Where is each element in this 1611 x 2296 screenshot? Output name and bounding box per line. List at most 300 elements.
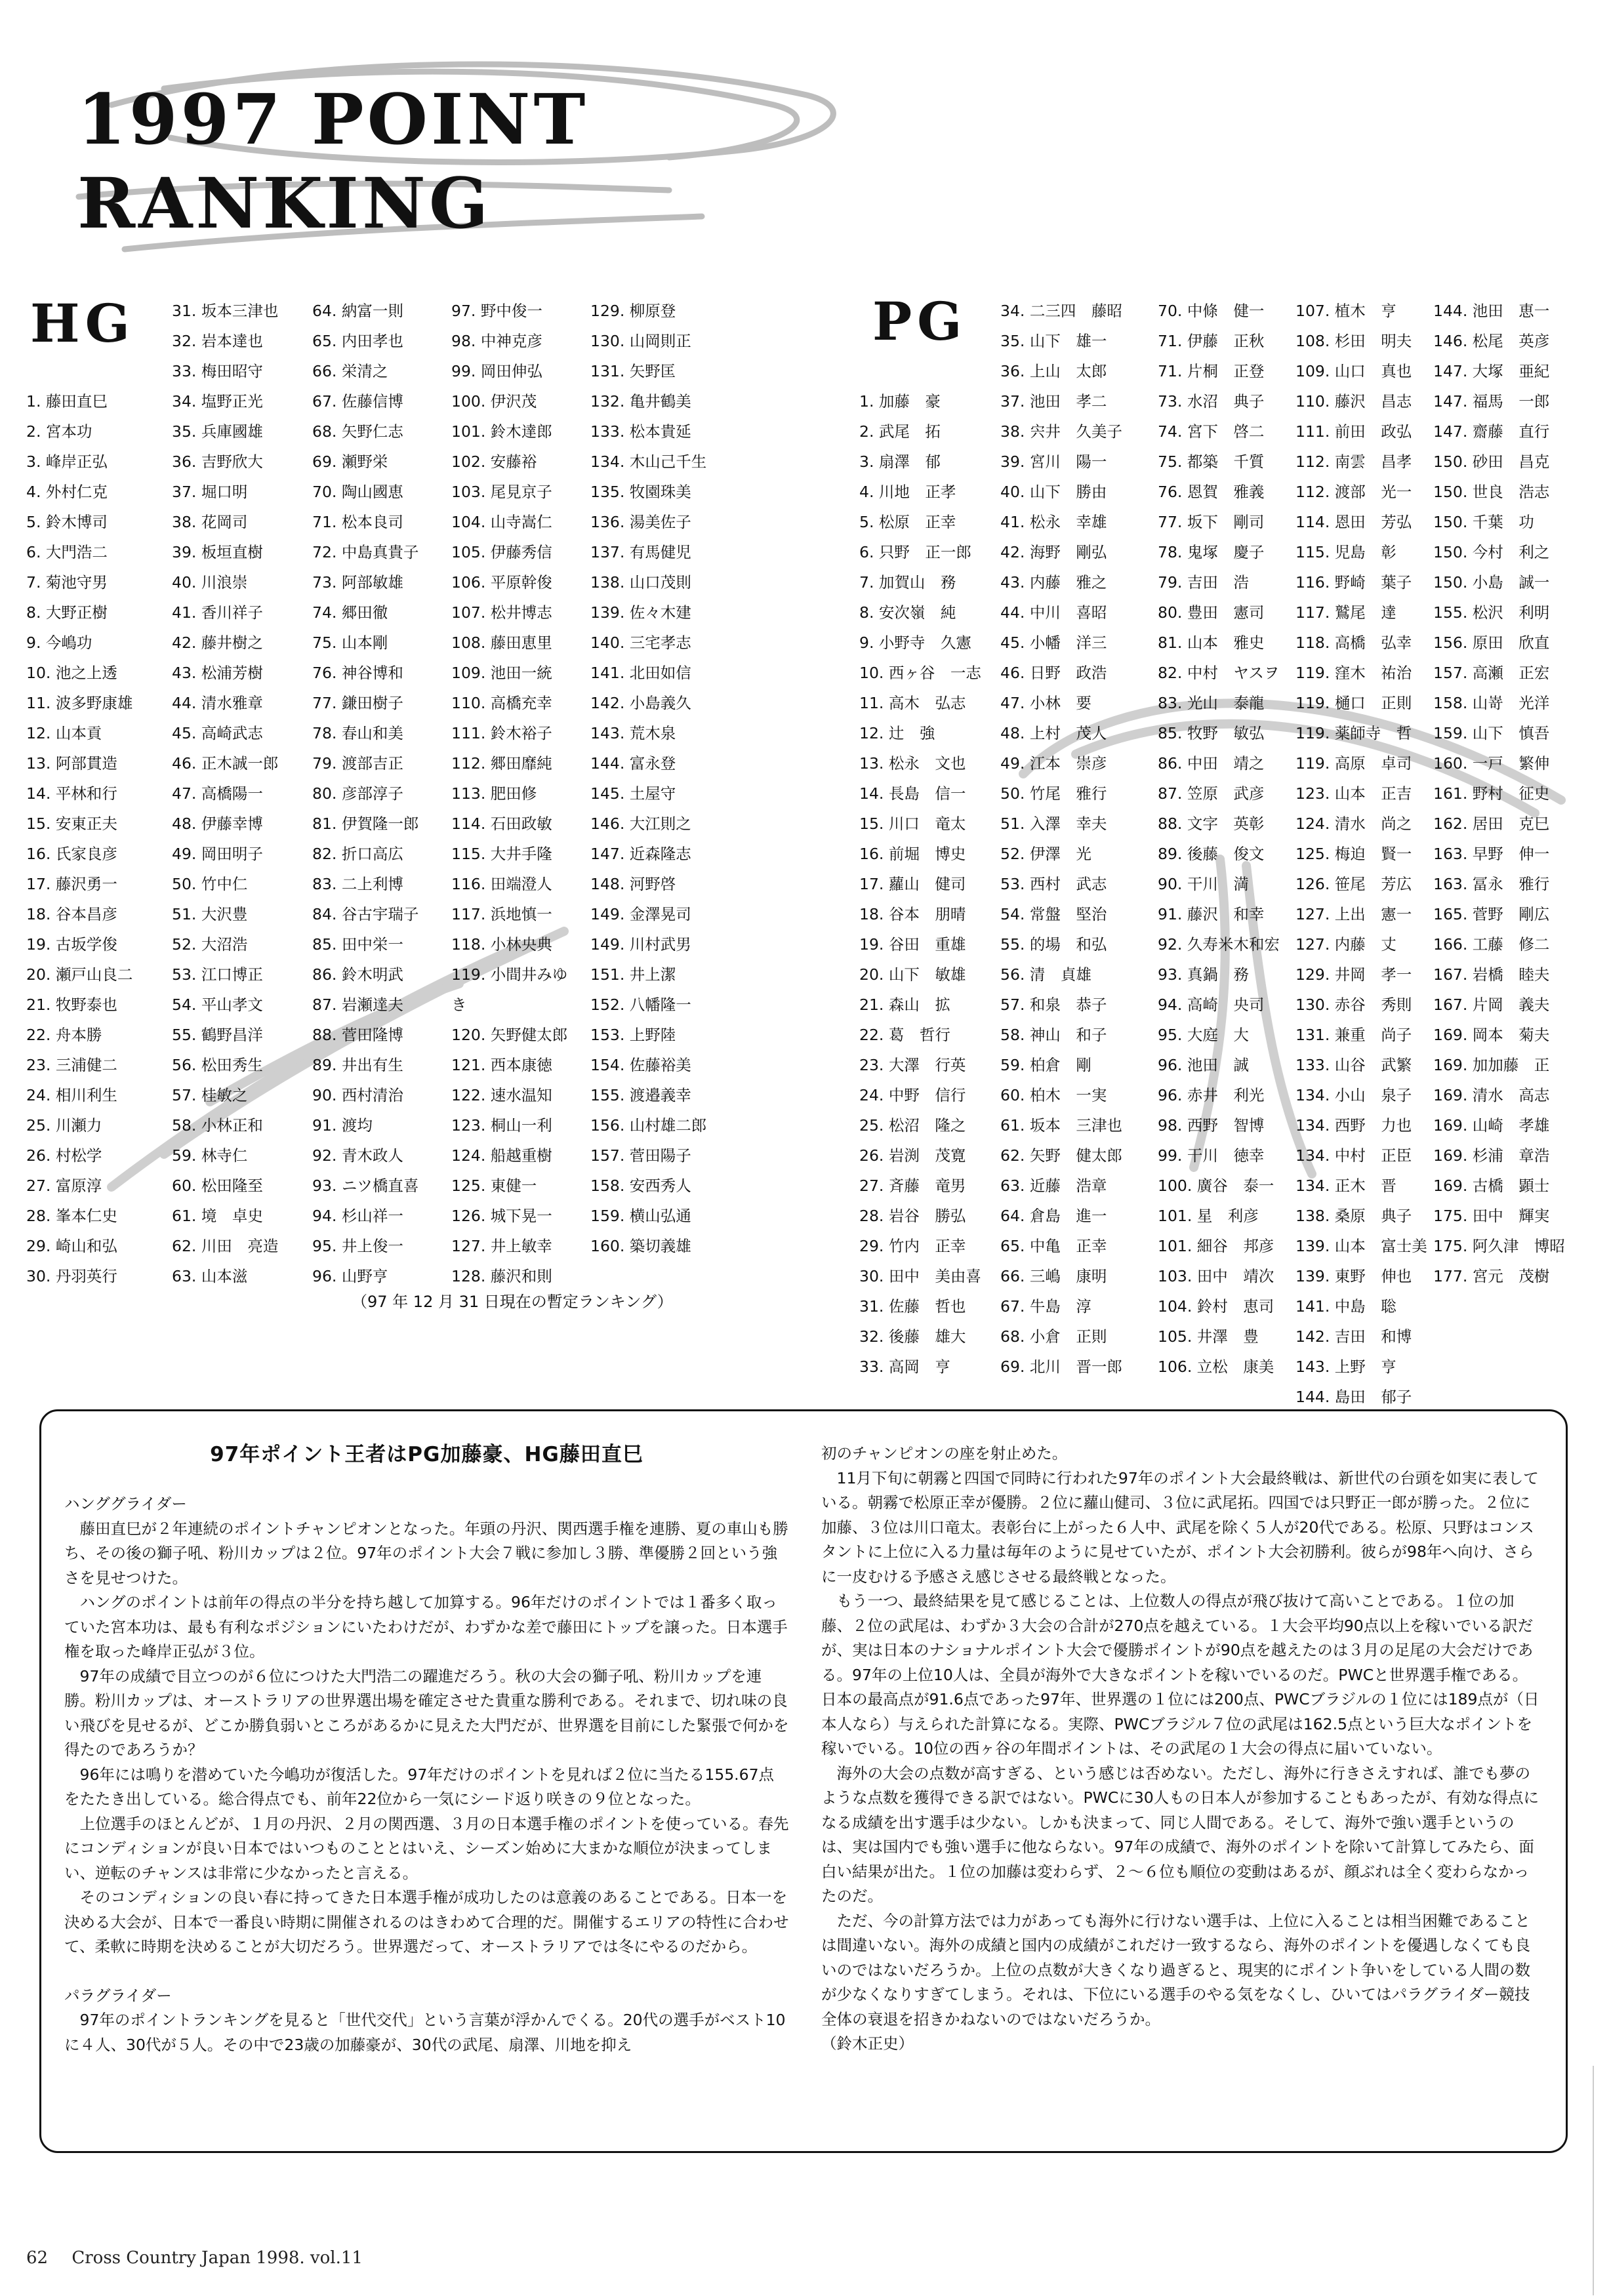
hg-ranking-entry: 4. 外村仁克	[26, 483, 108, 501]
pg-ranking-entry: 119. 薬師寺 哲	[1295, 724, 1412, 742]
pg-ranking-entry: 103. 田中 靖次	[1158, 1267, 1275, 1285]
pg-ranking-entry: 110. 藤沢 昌志	[1295, 392, 1412, 411]
pg-ranking-entry: 150. 小島 誠一	[1433, 573, 1550, 592]
hg-column	[312, 296, 450, 1291]
hg-ranking-entry: 27. 富原淳	[26, 1177, 102, 1195]
hg-ranking-entry: 19. 古坂学俊	[26, 935, 117, 954]
article-paragraph: ただ、今の計算方法では力があっても海外に行けない選手は、上位に入ることは相当困難であることは間違いない。海外の成績と国内の成績がこれだけ一致するなら、海外のポイントを優遇しなくても良いのではないだろうか。上位の点数が大きくなり過ぎると、現実的にポイント争いをしている人間の数が少なくなりすぎてしまう。それは、下位にいる選手のやる気をなくし、ひいてはパラグライダー競技全体の衰退を招きかねないのではないだろうか。	[821, 1911, 1530, 2028]
pg-ranking-entry: 112. 南雲 昌孝	[1295, 453, 1412, 471]
pg-ranking-entry: 69. 北川 晋一郎	[1000, 1358, 1122, 1376]
pg-ranking-entry: 134. 正木 晋	[1295, 1177, 1397, 1195]
hg-ranking-entry: 34. 塩野正光	[172, 392, 263, 411]
article-heading: 初のチャンピオンの座を射止めた。	[821, 1444, 1068, 1462]
pg-ranking-entry: 104. 鈴村 恵司	[1158, 1297, 1275, 1316]
pg-ranking-entry: 134. 西野 力也	[1295, 1116, 1412, 1135]
hg-ranking-entry: 76. 神谷博和	[312, 664, 403, 682]
hg-ranking-entry: 30. 丹羽英行	[26, 1267, 117, 1285]
hg-column	[172, 296, 310, 1291]
pg-ranking-entry: 117. 鷲尾 達	[1295, 603, 1397, 622]
article-heading: パラグライダー	[64, 1986, 172, 2005]
pg-ranking-entry	[859, 356, 998, 386]
hg-ranking-entry: 97. 野中俊一	[451, 302, 542, 320]
hg-ranking-entry: 90. 西村清治	[312, 1086, 403, 1104]
hg-ranking-entry: 82. 折口高広	[312, 845, 403, 863]
hg-ranking-entry: 42. 藤井樹之	[172, 634, 263, 652]
hg-ranking-entry: 54. 平山孝文	[172, 996, 263, 1014]
pg-ranking-entry: 163. 早野 伸一	[1433, 845, 1550, 863]
pg-ranking-entry: 82. 中村 ヤスヲ	[1158, 664, 1280, 682]
pg-ranking-entry: 9. 小野寺 久憲	[859, 634, 971, 652]
pg-ranking-entry: 111. 前田 政弘	[1295, 422, 1412, 441]
hg-ranking-entry: 25. 川瀬力	[26, 1116, 102, 1135]
pg-ranking-entry: 150. 今村 利之	[1433, 543, 1550, 561]
pg-ranking-entry: 127. 上出 憲一	[1295, 905, 1412, 923]
hg-ranking-entry: 26. 村松学	[26, 1146, 102, 1165]
hg-ranking-entry: 129. 柳原登	[590, 302, 676, 320]
pg-ranking-entry: 22. 葛 哲行	[859, 1026, 950, 1044]
pg-ranking-entry: 36. 上山 太郎	[1000, 362, 1107, 380]
hg-ranking-entry: 52. 大沼浩	[172, 935, 248, 954]
hg-ranking-entry: 47. 高橋陽一	[172, 784, 263, 803]
pg-ranking-entry: 51. 入澤 幸夫	[1000, 815, 1107, 833]
hg-ranking-entry: 137. 有馬健児	[590, 543, 691, 561]
hg-ranking-entry: 24. 相川利生	[26, 1086, 117, 1104]
pg-ranking-entry: 57. 和泉 恭子	[1000, 996, 1107, 1014]
hg-ranking-entry: 8. 大野正樹	[26, 603, 108, 622]
pg-ranking-entry: 150. 砂田 昌克	[1433, 453, 1550, 471]
pg-ranking-entry: 60. 柏木 一実	[1000, 1086, 1107, 1104]
article-paragraph: 97年のポイントランキングを見ると「世代交代」という言葉が浮かんでくる。20代の選手がベスト10に４人、30代が５人。その中で23歳の加藤豪が、30代の武尾、扇澤、川地を抑え	[64, 2011, 786, 2054]
hg-ranking-entry: 142. 小島義久	[590, 694, 691, 712]
hg-ranking-entry: 110. 高橋充幸	[451, 694, 552, 712]
pg-ranking-entry: 133. 山谷 武繁	[1295, 1056, 1412, 1074]
pg-ranking-entry: 32. 後藤 雄大	[859, 1327, 966, 1346]
hg-column	[26, 292, 164, 1291]
pg-ranking-entry: 169. 清水 高志	[1433, 1086, 1550, 1104]
pg-column	[859, 291, 998, 1382]
article-paragraph: そのコンディションの良い春に持ってきた日本選手権が成功したのは意義のあることである。日本一を決める大会が、日本で一番良い時期に開催されるのはきわめて合理的だ。開催するエリアの特性に合わせて、柔軟に時期を決めることが大切だろう。世界選だって、オーストラリアでは冬にやるのだから。	[64, 1888, 789, 1956]
pg-ranking-entry: 156. 原田 欣直	[1433, 634, 1550, 652]
hg-ranking-entry: 18. 谷本昌彦	[26, 905, 117, 923]
hg-ranking-entry: 111. 鈴木裕子	[451, 724, 552, 742]
hg-column	[590, 296, 728, 1261]
pg-ranking-entry: 67. 牛島 淳	[1000, 1297, 1091, 1316]
hg-ranking-entry: 128. 藤沢和則	[451, 1267, 552, 1285]
article-heading: ハンググライダー	[64, 1495, 187, 1513]
hg-ranking-entry: 1. 藤田直巳	[26, 392, 108, 411]
hg-ranking-entry: 62. 川田 亮造	[172, 1237, 279, 1255]
hg-ranking-entry: 59. 林寺仁	[172, 1146, 248, 1165]
hg-ranking-entry: 157. 菅田陽子	[590, 1146, 691, 1165]
hg-ranking-entry: 114. 石田政敏	[451, 815, 552, 833]
pg-ranking-entry: 166. 工藤 修二	[1433, 935, 1550, 954]
pg-ranking-entry: 40. 山下 勝由	[1000, 483, 1107, 501]
hg-ranking-entry: 45. 高崎武志	[172, 724, 263, 742]
hg-ranking-entry: 102. 安藤裕	[451, 453, 537, 471]
article-paragraph: 11月下旬に朝霧と四国で同時に行われた97年のポイント大会最終戦は、新世代の台頭を如実に表している。朝霧で松原正幸が優勝。２位に蘿山健司、３位に武尾拓。四国では只野正一郎が勝った。２位に加藤、３位は川口竜太。表彰台に上がった６人中、武尾を除く５人が20代である。松原、只野はコンスタントに上位に入る力量は毎年のように見せていたが、ポイント大会初勝利。彼らが98年へ向け、さらに一皮むける予感さえ感じさせる最終戦となった。	[821, 1468, 1539, 1586]
hg-ranking-entry: 23. 三浦健二	[26, 1056, 117, 1074]
pg-ranking-entry: 10. 西ヶ谷 一志	[859, 664, 981, 682]
hg-ranking-entry: 9. 今嶋功	[26, 634, 92, 652]
hg-ranking-entry: 55. 鶴野昌洋	[172, 1026, 263, 1044]
pg-ranking-entry: 55. 的場 和弘	[1000, 935, 1107, 954]
hg-ranking-entry: 79. 渡部吉正	[312, 754, 403, 773]
pg-ranking-entry: 85. 牧野 敏弘	[1158, 724, 1265, 742]
hg-ranking-entry: 11. 波多野康雄	[26, 694, 133, 712]
pg-ranking-entry: 163. 冨永 雅行	[1433, 875, 1550, 893]
hg-ranking-entry: 85. 田中栄一	[312, 935, 403, 954]
hg-ranking-entry: 43. 松浦芳樹	[172, 664, 263, 682]
hg-ranking-entry: 143. 荒木泉	[590, 724, 676, 742]
pg-ranking-entry: 167. 岩橋 睦夫	[1433, 965, 1550, 984]
hg-ranking-entry	[26, 326, 164, 356]
pg-ranking-entry: 35. 山下 雄一	[1000, 332, 1107, 350]
pg-ranking-entry: 17. 蘿山 健司	[859, 875, 966, 893]
hg-ranking-entry: 56. 松田秀生	[172, 1056, 263, 1074]
hg-ranking-entry: 135. 牧園珠美	[590, 483, 691, 501]
pg-ranking-entry: 16. 前堀 博史	[859, 845, 966, 863]
pg-ranking-entry: 80. 豊田 憲司	[1158, 603, 1265, 622]
hg-ranking-entry: 108. 藤田恵里	[451, 634, 552, 652]
pg-ranking-entry: 56. 清 貞雄	[1000, 965, 1091, 984]
hg-ranking-entry: 93. ニツ橋直喜	[312, 1177, 419, 1195]
pg-ranking-entry: 130. 赤谷 秀則	[1295, 996, 1412, 1014]
pg-ranking-entry: 146. 松尾 英彦	[1433, 332, 1550, 350]
pg-ranking-entry: 129. 井岡 孝一	[1295, 965, 1412, 984]
pg-ranking-entry: 18. 谷本 朋晴	[859, 905, 966, 923]
pg-ranking-entry: 87. 笠原 武彦	[1158, 784, 1265, 803]
pg-ranking-entry: 161. 野村 征史	[1433, 784, 1550, 803]
hg-ranking-entry: 28. 峯本仁史	[26, 1207, 117, 1225]
hg-ranking-entry: 83. 二上利博	[312, 875, 403, 893]
pg-ranking-entry: 8. 安次嶺 純	[859, 603, 956, 622]
article-paragraph: もう一つ、最終結果を見て感じることは、上位数人の得点が飛び抜けて高いことである。１位の加藤、２位の武尾は、わずか３大会の合計が270点を越えている。１大会平均90点以上を稼いでいる訳だが、実は日本のナショナルポイント大会で優勝ポイントが90点を越えたのは３月の足尾の大会だけである。97年の上位10人は、全員が海外で大きなポイントを稼いでいるのだ。PWCと世界選手権である。日本の最高点が91.6点であった97年、世界選の１位には200点、PWCブラジルの１位には189点が（日本人なら）与えられた計算になる。実際、PWCブラジル７位の武尾は162.5点という巨大なポイントを稼いでいる。10位の西ヶ谷の年間ポイントは、その武尾の１大会の得点に届いていない。	[821, 1592, 1540, 1758]
hg-ranking-entry: 116. 田端澄人	[451, 875, 552, 893]
hg-ranking-entry: 37. 堀口明	[172, 483, 248, 501]
pg-ranking-entry: 96. 赤井 利光	[1158, 1086, 1265, 1104]
article-left-column	[64, 1441, 789, 2057]
pg-ranking-entry: 119. 樋口 正則	[1295, 694, 1412, 712]
pg-ranking-entry: 169. 加加藤 正	[1433, 1056, 1550, 1074]
hg-ranking-entry	[26, 356, 164, 386]
hg-ranking-entry: 5. 鈴木博司	[26, 513, 108, 531]
hg-ranking-entry: 13. 阿部貫造	[26, 754, 117, 773]
pg-ranking-entry: 5. 松原 正幸	[859, 513, 956, 531]
pg-ranking-entry: 142. 吉田 和博	[1295, 1327, 1412, 1346]
hg-ranking-entry: 96. 山野亨	[312, 1267, 388, 1285]
hg-ranking-entry: 84. 谷古宇瑞子	[312, 905, 419, 923]
hg-ranking-entry: 156. 山村雄二郎	[590, 1116, 707, 1135]
hg-ranking-entry: 151. 井上潔	[590, 965, 676, 984]
hg-ranking-entry: き	[451, 996, 467, 1014]
hg-ranking-entry: 81. 伊賀隆一郎	[312, 815, 419, 833]
hg-ranking-entry: 66. 栄清之	[312, 362, 388, 380]
article-paragraph: 藤田直巳が２年連続のポイントチャンピオンとなった。年頭の丹沢、関西選手権を連勝、夏の車山も勝ち、その後の獅子吼、粉川カップは２位。97年のポイント大会７戦に参加し３勝、準優勝２回という強さを見せつけた。	[64, 1519, 788, 1587]
hg-ranking-entry: 119. 小間井みゆ	[451, 965, 568, 984]
page-title	[77, 77, 588, 245]
pg-ranking-entry: 157. 高瀬 正宏	[1433, 664, 1550, 682]
pg-ranking-entry: 27. 斉藤 竜男	[859, 1177, 966, 1195]
pg-ranking-entry: 39. 宮川 陽一	[1000, 453, 1107, 471]
pg-ranking-entry: 79. 吉田 浩	[1158, 573, 1249, 592]
pg-ranking-entry: 106. 立松 康美	[1158, 1358, 1275, 1376]
hg-ranking-entry: 63. 山本滋	[172, 1267, 248, 1285]
pg-ranking-entry: 165. 菅野 剛広	[1433, 905, 1550, 923]
article-heading: （鈴木正史）	[821, 2034, 914, 2053]
pg-ranking-entry: 114. 恩田 芳弘	[1295, 513, 1412, 531]
hg-ranking-entry: 46. 正木誠一郎	[172, 754, 279, 773]
pg-ranking-entry: 70. 中條 健一	[1158, 302, 1265, 320]
hg-ranking-entry: 153. 上野陸	[590, 1026, 676, 1044]
pg-ranking-entry: 64. 倉島 進一	[1000, 1207, 1107, 1225]
pg-ranking-entry: 92. 久寿米木和宏	[1158, 935, 1280, 954]
hg-ranking-entry: 104. 山寺嵩仁	[451, 513, 552, 531]
pg-ranking-entry: 88. 文字 英彰	[1158, 815, 1265, 833]
pg-ranking-entry: 143. 上野 亨	[1295, 1358, 1397, 1376]
pg-ranking-entry: 61. 坂本 三津也	[1000, 1116, 1122, 1135]
pg-ranking-entry: 177. 宮元 茂樹	[1433, 1267, 1550, 1285]
page-title-line-1: 1997 POINT	[77, 78, 589, 160]
pg-ranking-entry: 101. 細谷 邦彦	[1158, 1237, 1275, 1255]
hg-column	[451, 296, 589, 1291]
pg-ranking-entry: 3. 扇澤 郁	[859, 453, 941, 471]
pg-ranking-entry: 42. 海野 剛弘	[1000, 543, 1107, 561]
page-footer	[26, 2248, 381, 2268]
hg-ranking-entry: 69. 瀬野栄	[312, 453, 388, 471]
pg-ranking-entry: 49. 江本 崇彦	[1000, 754, 1107, 773]
pg-ranking-entry: 31. 佐藤 哲也	[859, 1297, 966, 1316]
pg-column	[1000, 296, 1139, 1382]
hg-ranking-entry: 109. 池田一統	[451, 664, 552, 682]
hg-ranking-entry: 121. 西本康徳	[451, 1056, 552, 1074]
pg-ranking-entry: 150. 千葉 功	[1433, 513, 1534, 531]
pg-ranking-entry: 115. 児島 彰	[1295, 543, 1397, 561]
pg-ranking-entry: 138. 桑原 典子	[1295, 1207, 1412, 1225]
hg-ranking-entry: 86. 鈴木明武	[312, 965, 403, 984]
hg-ranking-entry: 65. 内田孝也	[312, 332, 403, 350]
pg-ranking-entry: 101. 星 利彦	[1158, 1207, 1259, 1225]
hg-ranking-entry: 133. 松本貴延	[590, 422, 691, 441]
article-right-column	[821, 1441, 1543, 2057]
pg-ranking-entry: 76. 恩賀 雅義	[1158, 483, 1265, 501]
pg-ranking-entry: 21. 森山 拡	[859, 996, 950, 1014]
hg-ranking-entry: 70. 陶山國恵	[312, 483, 403, 501]
hg-ranking-entry: 127. 井上敏幸	[451, 1237, 552, 1255]
pg-ranking-entry: 93. 真鍋 務	[1158, 965, 1249, 984]
hg-ranking-entry: 91. 渡均	[312, 1116, 373, 1135]
article-title: 97年ポイント王者はPG加藤豪、HG藤田直巳	[210, 1443, 643, 1466]
pg-ranking-entry: 19. 谷田 重雄	[859, 935, 966, 954]
pg-ranking-entry: 1. 加藤 豪	[859, 392, 941, 411]
pg-ranking-entry: 14. 長島 信一	[859, 784, 966, 803]
pg-ranking-entry: 150. 世良 浩志	[1433, 483, 1550, 501]
pg-ranking-entry: 11. 高木 弘志	[859, 694, 966, 712]
pg-ranking-entry: 20. 山下 敏雄	[859, 965, 966, 984]
article-paragraph: 96年には鳴りを潜めていた今嶋功が復活した。97年だけのポイントを見れば２位に当たる155.67点をたたき出している。総合得点でも、前年22位から一気にシード返り咲きの９位となった。	[64, 1765, 775, 1808]
hg-ranking-entry: 67. 佐藤信博	[312, 392, 403, 411]
pg-ranking-entry: 23. 大澤 行英	[859, 1056, 966, 1074]
pg-ranking-entry: 105. 井澤 豊	[1158, 1327, 1259, 1346]
pg-ranking-entry: 139. 東野 伸也	[1295, 1267, 1412, 1285]
pg-ranking-entry: 63. 近藤 浩章	[1000, 1177, 1107, 1195]
hg-ranking-entry: 3. 峰岸正弘	[26, 453, 108, 471]
hg-ranking-entry: 49. 岡田明子	[172, 845, 263, 863]
pg-ranking-entry: 28. 岩谷 勝弘	[859, 1207, 966, 1225]
hg-ranking-entry: 100. 伊沢茂	[451, 392, 537, 411]
pg-ranking-entry: 43. 内藤 雅之	[1000, 573, 1107, 592]
pg-column	[1158, 296, 1297, 1382]
hg-ranking-entry: 38. 花岡司	[172, 513, 248, 531]
page-number: 62	[26, 2248, 49, 2268]
hg-ranking-entry: 106. 平原幹俊	[451, 573, 552, 592]
hg-ranking-entry: 29. 崎山和弘	[26, 1237, 117, 1255]
pg-ranking-entry: 58. 神山 和子	[1000, 1026, 1107, 1044]
pg-ranking-entry: 108. 杉田 明夫	[1295, 332, 1412, 350]
hg-ranking-entry: 95. 井上俊一	[312, 1237, 403, 1255]
hg-ranking-entry: 6. 大門浩二	[26, 543, 108, 561]
pg-ranking-entry: 13. 松永 文也	[859, 754, 966, 773]
hg-ranking-entry: 152. 八幡隆一	[590, 996, 691, 1014]
hg-ranking-entry: 120. 矢野健太郎	[451, 1026, 568, 1044]
pg-ranking-entry: 78. 鬼塚 慶子	[1158, 543, 1265, 561]
hg-ranking-entry: 112. 郷田靡純	[451, 754, 552, 773]
hg-ranking-entry: 154. 佐藤裕美	[590, 1056, 691, 1074]
hg-ranking-entry: 78. 春山和美	[312, 724, 403, 742]
pg-ranking-entry: 33. 高岡 亨	[859, 1358, 950, 1376]
pg-column	[1433, 296, 1572, 1291]
pg-ranking-entry: 81. 山本 雅史	[1158, 634, 1265, 652]
pg-ranking-entry: 48. 上村 茂人	[1000, 724, 1107, 742]
pg-ranking-entry: 147. 大塚 亜紀	[1433, 362, 1550, 380]
pg-ranking-entry: 4. 川地 正孝	[859, 483, 956, 501]
hg-ranking-entry: 159. 横山弘通	[590, 1207, 691, 1225]
hg-ranking-entry: 12. 山本貢	[26, 724, 102, 742]
hg-ranking-entry: 36. 吉野欣大	[172, 453, 263, 471]
pg-ranking-entry: 24. 中野 信行	[859, 1086, 966, 1104]
pg-ranking-entry: 131. 兼重 尚子	[1295, 1026, 1412, 1044]
hg-ranking-entry	[26, 296, 164, 326]
hg-ranking-entry: 73. 阿部敏雄	[312, 573, 403, 592]
hg-ranking-entry: 74. 郷田徹	[312, 603, 388, 622]
pg-ranking-entry: 147. 齋藤 直行	[1433, 422, 1550, 441]
hg-ranking-entry: 126. 城下晃一	[451, 1207, 552, 1225]
hg-ranking-entry: 94. 杉山祥一	[312, 1207, 403, 1225]
pg-ranking-entry: 68. 小倉 正則	[1000, 1327, 1107, 1346]
hg-ranking-entry: 53. 江口博正	[172, 965, 263, 984]
hg-ranking-entry: 21. 牧野泰也	[26, 996, 117, 1014]
hg-ranking-entry: 125. 東健一	[451, 1177, 537, 1195]
pg-ranking-entry: 144. 池田 恵一	[1433, 302, 1550, 320]
hg-ranking-entry: 72. 中島真貴子	[312, 543, 419, 561]
hg-ranking-entry: 15. 安東正夫	[26, 815, 117, 833]
pg-ranking-entry: 83. 光山 泰龍	[1158, 694, 1265, 712]
pg-ranking-entry: 38. 宍井 久美子	[1000, 422, 1122, 441]
pg-ranking-entry: 118. 高橋 弘幸	[1295, 634, 1412, 652]
hg-ranking-entry: 147. 近森隆志	[590, 845, 691, 863]
hg-ranking-entry: 145. 土屋守	[590, 784, 676, 803]
pg-ranking-entry: 74. 宮下 啓二	[1158, 422, 1265, 441]
hg-ranking-entry: 17. 藤沢勇一	[26, 875, 117, 893]
pg-ranking-entry: 6. 只野 正一郎	[859, 543, 971, 561]
hg-ranking-entry: 33. 梅田昭守	[172, 362, 263, 380]
hg-ranking-entry: 132. 亀井鶴美	[590, 392, 691, 411]
pg-ranking-entry: 2. 武尾 拓	[859, 422, 941, 441]
hg-ranking-entry: 77. 鎌田樹子	[312, 694, 403, 712]
hg-ranking-entry: 144. 富永登	[590, 754, 676, 773]
pg-ranking-entry: 89. 後藤 俊文	[1158, 845, 1265, 863]
hg-section-label: HG	[30, 292, 135, 354]
hg-ranking-entry: 16. 氏家良彦	[26, 845, 117, 863]
pg-ranking-entry: 29. 竹内 正幸	[859, 1237, 966, 1255]
pg-ranking-entry: 71. 片桐 正登	[1158, 362, 1265, 380]
hg-ranking-entry: 149. 川村武男	[590, 935, 691, 954]
pg-ranking-entry: 123. 山本 正吉	[1295, 784, 1412, 803]
hg-ranking-entry: 136. 湯美佐子	[590, 513, 691, 531]
pg-ranking-entry: 37. 池田 孝二	[1000, 392, 1107, 411]
pg-ranking-entry: 15. 川口 竜太	[859, 815, 966, 833]
pg-ranking-entry: 7. 加賀山 務	[859, 573, 956, 592]
hg-ranking-entry: 158. 安西秀人	[590, 1177, 691, 1195]
pg-ranking-entry: 41. 松永 幸雄	[1000, 513, 1107, 531]
pg-ranking-entry: 52. 伊澤 光	[1000, 845, 1091, 863]
hg-ranking-entry: 141. 北田如信	[590, 664, 691, 682]
pg-ranking-entry: 175. 田中 輝実	[1433, 1207, 1550, 1225]
hg-ranking-entry: 117. 浜地慎一	[451, 905, 552, 923]
pg-ranking-entry: 59. 柏倉 剛	[1000, 1056, 1091, 1074]
hg-ranking-entry: 40. 川浪崇	[172, 573, 248, 592]
hg-ranking-entry: 160. 築切義雄	[590, 1237, 691, 1255]
hg-ranking-entry: 41. 香川祥子	[172, 603, 263, 622]
hg-ranking-entry: 50. 竹中仁	[172, 875, 248, 893]
pg-ranking-entry: 175. 阿久津 博昭	[1433, 1237, 1565, 1255]
hg-ranking-entry: 89. 井出有生	[312, 1056, 403, 1074]
pg-ranking-entry: 94. 高崎 央司	[1158, 996, 1265, 1014]
hg-ranking-entry: 103. 尾見京子	[451, 483, 552, 501]
pg-ranking-entry: 77. 坂下 剛司	[1158, 513, 1265, 531]
hg-ranking-entry: 32. 岩本達也	[172, 332, 263, 350]
pg-ranking-entry: 144. 島田 郁子	[1295, 1388, 1412, 1406]
hg-ranking-entry: 88. 菅田隆博	[312, 1026, 403, 1044]
pg-ranking-entry: 65. 中亀 正幸	[1000, 1237, 1107, 1255]
page-title-line-2: RANKING	[77, 162, 492, 244]
pg-ranking-entry: 134. 小山 泉子	[1295, 1086, 1412, 1104]
hg-ranking-entry: 68. 矢野仁志	[312, 422, 403, 441]
article-paragraph: 海外の大会の点数が高すぎる、という感じは否めない。ただし、海外に行きさえすれば、誰でも夢のような点数を獲得できる訳ではない。PWCに30人もの日本人が参加することもあったが、有効な得点になる成績を出す選手は少ない。しかも決まって、同じ人間である。そして、海外で強い選手というのは、実は国内でも強い選手に他ならない。97年の成績で、海外のポイントを除いて計算してみたら、面白い結果が出た。１位の加藤は変わらず、２〜６位も順位の変動はあるが、顔ぶれは全く変わらなかったのだ。	[821, 1763, 1539, 1905]
article-paragraph: 97年の成績で目立つのが６位につけた大門浩二の躍進だろう。秋の大会の獅子吼、粉川カップを連勝。粉川カップは、オーストラリアの世界選出場を確定させた貴重な勝利である。それまで、切れ味の良い飛びを見せるが、どこか勝負弱いところがあるかに見えた大門だが、世界選を目前にした緊張で何かを得たのであろうか？	[64, 1666, 789, 1759]
hg-ranking-entry: 155. 渡邉義幸	[590, 1086, 691, 1104]
hg-ranking-entry: 64. 納富一則	[312, 302, 403, 320]
hg-ranking-entry: 115. 大井手隆	[451, 845, 552, 863]
pg-ranking-entry: 124. 清水 尚之	[1295, 815, 1412, 833]
pg-ranking-entry: 95. 大庭 大	[1158, 1026, 1249, 1044]
pg-ranking-entry: 98. 西野 智博	[1158, 1116, 1265, 1135]
hg-ranking-entry: 107. 松井博志	[451, 603, 552, 622]
pg-ranking-entry: 160. 一戸 繁伸	[1433, 754, 1550, 773]
pg-ranking-entry: 127. 内藤 丈	[1295, 935, 1397, 954]
pg-ranking-entry: 125. 梅迫 賢一	[1295, 845, 1412, 863]
pg-ranking-entry: 119. 高原 卓司	[1295, 754, 1412, 773]
hg-ranking-entry: 134. 木山己千生	[590, 453, 707, 471]
hg-ranking-entry: 101. 鈴木達郎	[451, 422, 552, 441]
pg-ranking-entry: 147. 福馬 一郎	[1433, 392, 1550, 411]
hg-ranking-entry: 35. 兵庫國雄	[172, 422, 263, 441]
hg-ranking-entry: 58. 小林正和	[172, 1116, 263, 1135]
pg-ranking-entry: 47. 小林 要	[1000, 694, 1091, 712]
hg-ranking-entry: 98. 中神克彦	[451, 332, 542, 350]
pg-ranking-entry: 50. 竹尾 雅行	[1000, 784, 1107, 803]
hg-ranking-entry: 44. 清水雅章	[172, 694, 263, 712]
hg-ranking-entry: 130. 山岡則正	[590, 332, 691, 350]
